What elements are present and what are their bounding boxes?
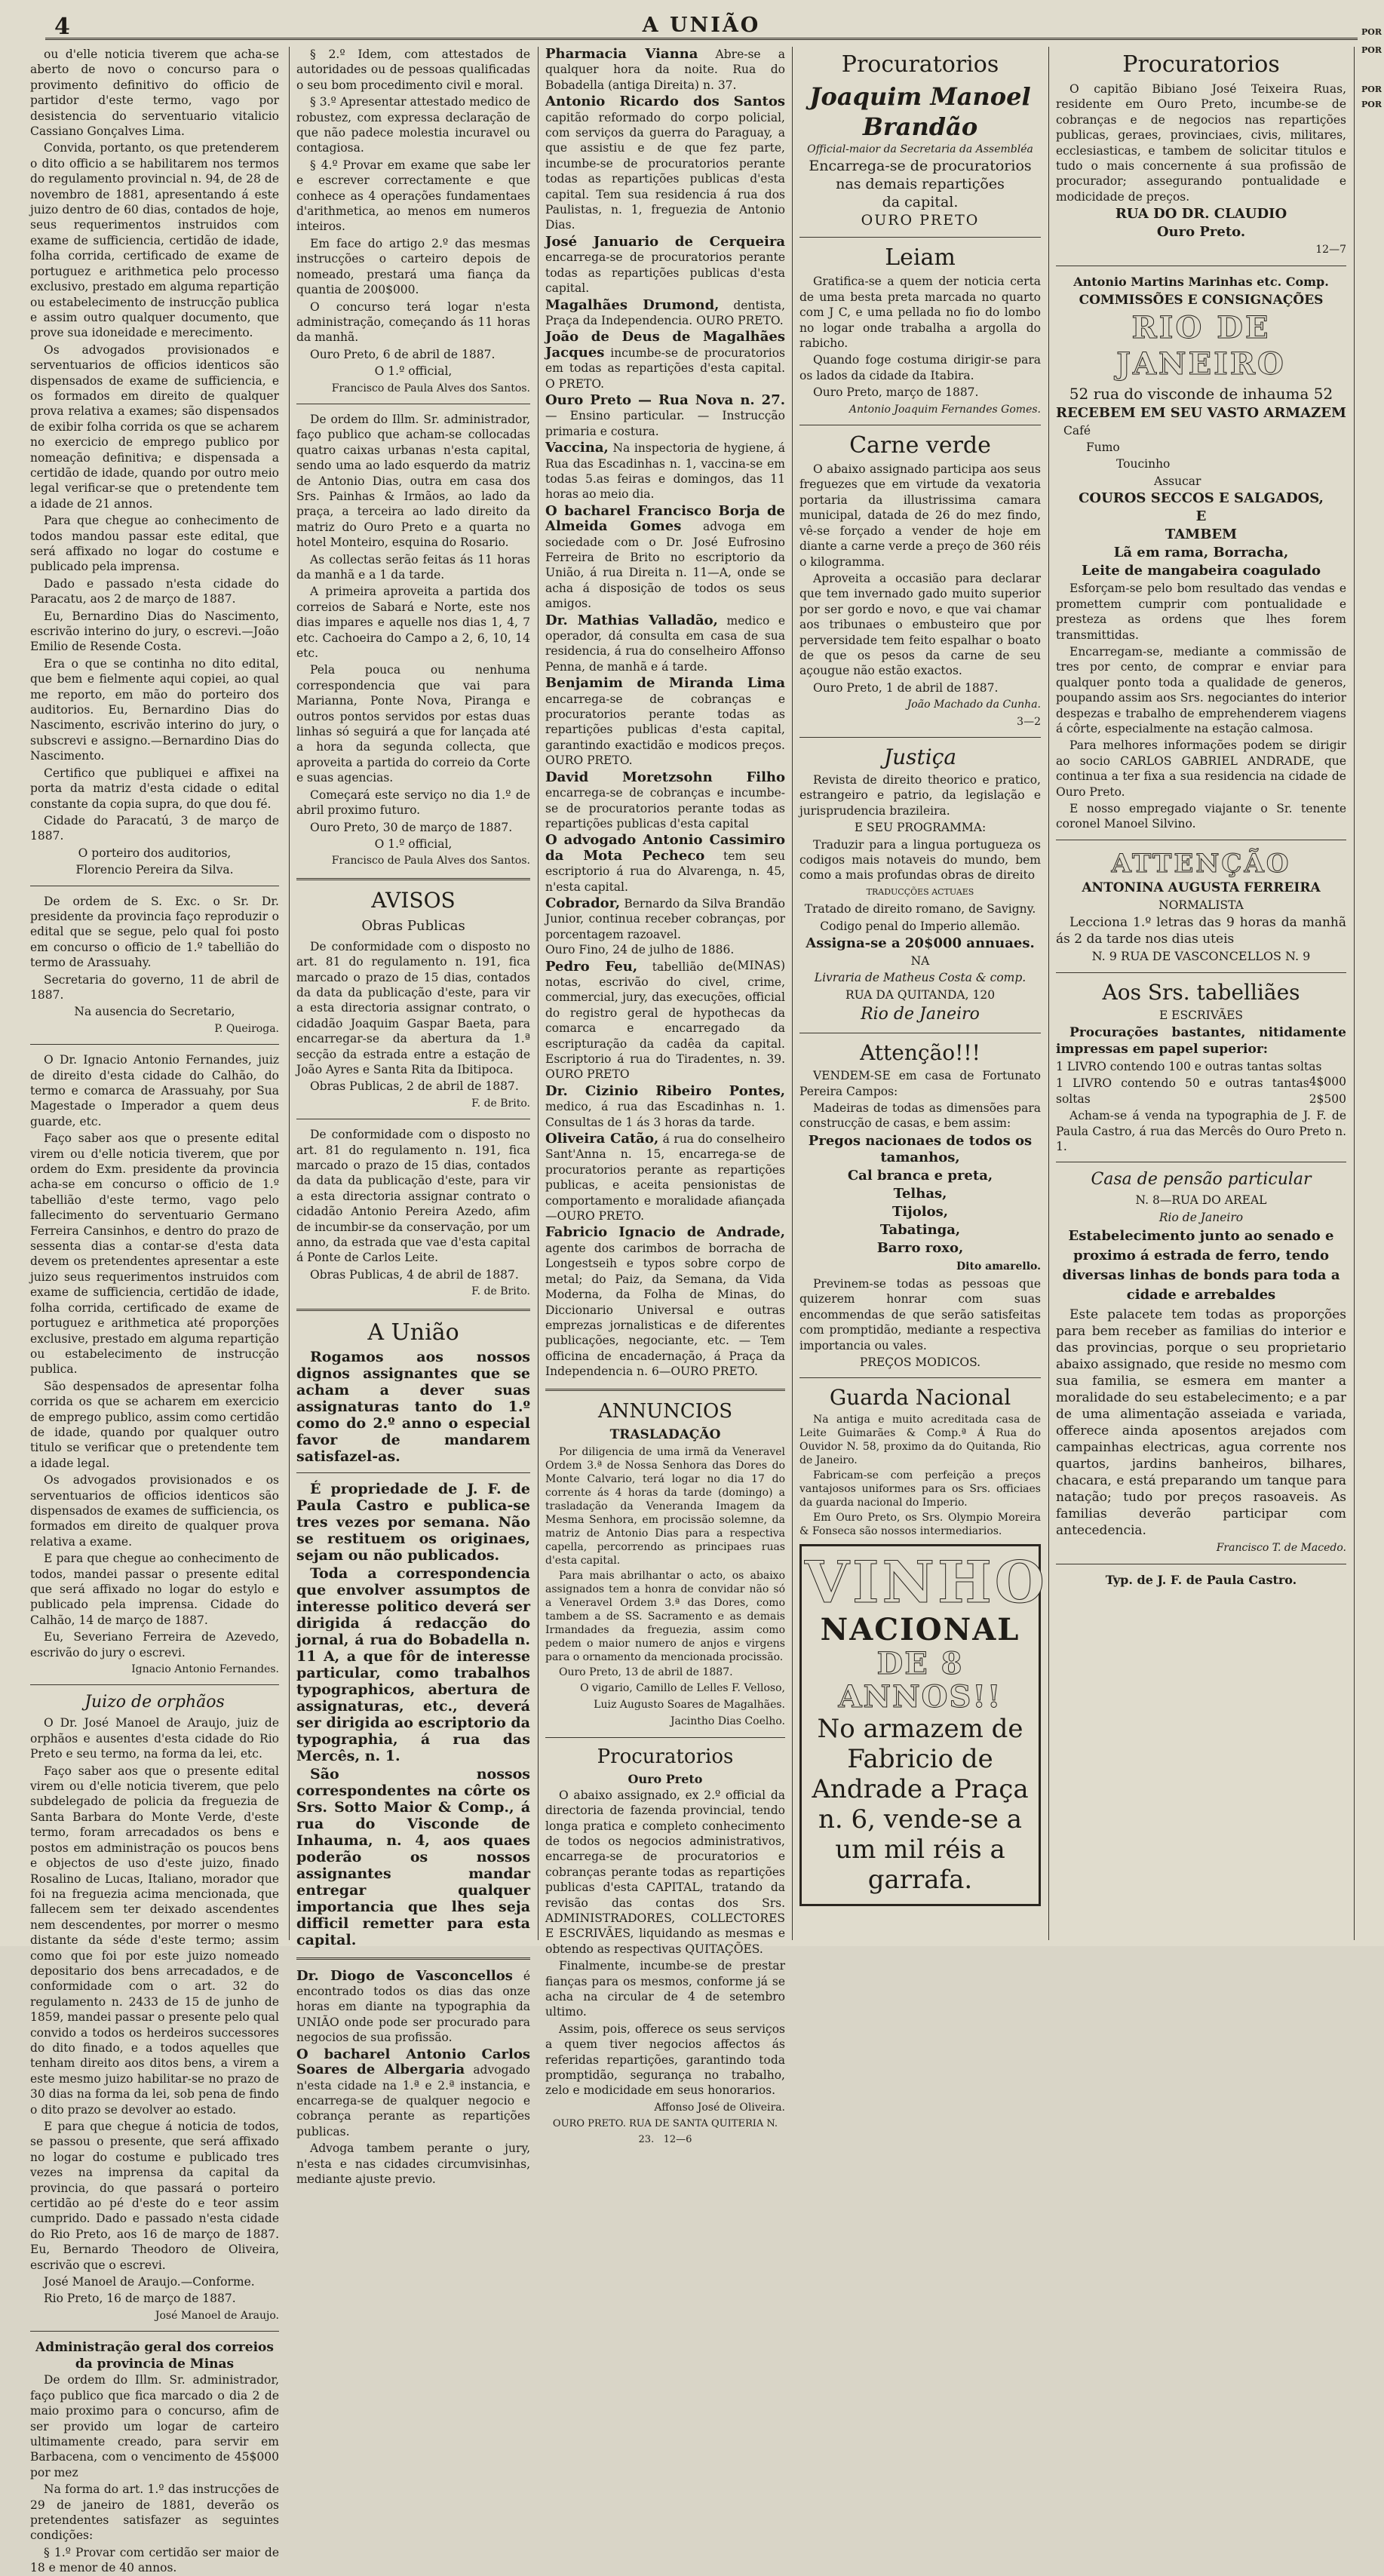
notice-paragraph: Na antiga e muito acreditada casa de Leite Guimarães & Comp.ª Á Rua do Ouvidor N. 58, proximo da do Quitanda, Rio de Janeiro.	[799, 1414, 1041, 1467]
classified-entry	[545, 1084, 785, 1130]
entry-name: Vaccina,	[545, 440, 609, 456]
section-heading: Attenção!!!	[860, 1040, 980, 1066]
city-name: RIO DE JANEIRO	[1116, 309, 1286, 382]
signature: Francisco de Paula Alves dos Santos.	[331, 855, 530, 867]
divider	[296, 878, 530, 880]
edital-paragraph: § 2.º Idem, com attestados de autoridades ou de pessoas qualificadas o seu bom procedimento civil e moral.	[296, 48, 530, 92]
column-rule	[1354, 47, 1355, 1940]
classified-entry	[545, 504, 785, 612]
signature-title: O 1.º official,	[374, 364, 453, 379]
divider	[799, 737, 1041, 738]
edge-text: POR	[1361, 27, 1382, 37]
entry-name: Oliveira Catão,	[545, 1131, 659, 1147]
classified-entry	[545, 833, 785, 895]
price-value: 2$500	[1309, 1091, 1346, 1106]
notice-line: Tratado de direito romano, de Savigny.	[804, 902, 1036, 916]
notice-paragraph: Lecciona 1.º letras das 9 horas da manhã ás 2 da tarde nos dias uteis	[1056, 915, 1346, 947]
edital-paragraph: Obras Publicas, 4 de abril de 1887.	[310, 1267, 519, 1282]
edge-text: POR	[1361, 100, 1382, 109]
edital-paragraph: Eu, Bernardino Dias do Nascimento, escrivão interino do jury, o escrevi.—João Emilio de Resende Costa.	[30, 609, 279, 654]
edital-paragraph: Ouro Preto, 30 de março de 1887.	[310, 820, 513, 834]
entry-name: Dr. Diogo de Vasconcellos	[296, 1967, 513, 1984]
edge-text: POR	[1361, 45, 1382, 55]
advertiser-name: Joaquim Manoel Brandão	[809, 82, 1031, 141]
notice-text: É propriedade de J. F. de Paula Castro e publica-se tres vezes por semana. Não se restituem os originaes, sejam ou não publicados.	[296, 1480, 530, 1564]
entry-name: O advogado Antonio Cassimiro da Mota Pecheco	[545, 832, 785, 864]
edital-paragraph: E para que chegue ao conhecimento de todos, mandei passar o presente edital que será affixado no logar do estylo e publicado pela imprensa. Cidade do Calhão, 14 de março de 1887.	[30, 1552, 279, 1627]
notice-line: RUA DO DR. CLAUDIO	[1115, 206, 1287, 223]
price-item: 1 LIVRO contendo 100 e outras tantas soltas	[1056, 1060, 1322, 1073]
notice-line: E SEU PROGRAMMA:	[854, 821, 987, 835]
divider	[545, 1389, 785, 1391]
column-rule	[538, 47, 539, 1940]
edital-paragraph: Secretaria do governo, 11 de abril de 1887.	[30, 972, 279, 1002]
edital-paragraph: O concurso terá logar n'esta administração, começando ás 11 horas da manhã.	[296, 299, 530, 345]
entry-text: medico, á rua das Escadinhas n. 1. Consultas de 1 ás 3 horas da tarde.	[545, 1100, 785, 1129]
section-heading: Carne verde	[849, 432, 991, 459]
section-heading: Juizo de orphãos	[84, 1693, 225, 1712]
product-line: Café	[1063, 423, 1091, 438]
section-heading: Leiam	[885, 244, 956, 272]
entry-name: Ouro Preto — Rua Nova n. 27.	[545, 391, 785, 408]
notice-line: RUA DA QUITANDA, 120	[845, 987, 996, 1002]
notice-paragraph: Por diligencia de uma irmã da Veneravel Ordem 3.ª de Nossa Senhora das Dores do Monte Calvario, terá logar no dia 17 do corrente ás 4 horas da tarde (domingo) a trasladação da Veneranda Imagem da Mesma Senhora, em procissão solemne, da matriz de Antonio Dias para a respectiva capella, percorrendo as principaes ruas d'esta capital.	[545, 1445, 785, 1567]
section-heading: A União	[367, 1319, 459, 1346]
price-value: 4$000	[1309, 1075, 1346, 1089]
edital-paragraph: Faço saber aos que o presente edital virem ou d'elle noticia tiverem, que por ordem do Exm. presidente da provincia acha-se em concurso o officio de 1.º tabellião d'este termo, vago pelo fallecimento do serventuario Germano Ferreira Cansinhos, e dentro do prazo de sessenta dias a contar-se d'esta data devem os pretendentes apresentar a este juizo seus requerimentos instruidos com exame de sufficiencia, certidão de idade, folha corrida, certificado de exame de portuguez e arithmetica até proporções exclusive, prestado em alguma repartição ou estabelecimento de instrucção publica.	[30, 1131, 279, 1377]
notice-text: Estabelecimento junto ao senado e proximo á estrada de ferro, tendo diversas linhas de bonds para toda a cidade e arrebaldes	[1062, 1228, 1340, 1303]
product-line: Cal branca e preta,	[847, 1167, 993, 1184]
entry-text: agente dos carimbos de borracha de Longestseih e typos sobre corpo de metal; do Paiz, da Semana, da Vida Moderna, da Folha de Minas, do Diccionario Universal e outras emprezas jornalisticas e de diferentes publicações, negociante, etc. — Tem officina de encadernação, á Praça da Independencia n. 6—OURO PRETO.	[545, 1241, 785, 1379]
edital-paragraph: Certifico que publiquei e affixei na porta da matriz d'esta cidade o edital constante da copia supra, do que dou fé.	[30, 766, 279, 811]
city-line: Rio de Janeiro	[1158, 1210, 1244, 1224]
address-line: N. 8—RUA DO AREAL	[1135, 1193, 1267, 1208]
address-line: N. 9 RUA DE VASCONCELLOS N. 9	[1091, 949, 1311, 964]
section-heading: ATTENÇÃO	[1111, 848, 1291, 879]
price-item: 1 LIVRO contendo 50 e outras tantas soltas	[1056, 1076, 1309, 1106]
column-rule	[1048, 47, 1049, 1940]
notice-line: PREÇOS MODICOS.	[859, 1355, 981, 1369]
entry-name: Fabricio Ignacio de Andrade,	[545, 1224, 785, 1241]
edital-paragraph: O Dr. José Manoel de Araujo, juiz de orphãos e ausentes d'esta cidade do Rio Preto e seu termo, na forma da lei, etc.	[30, 1716, 279, 1761]
page-number: 4	[54, 14, 70, 40]
entry-text: advogado n'esta cidade na 1.ª e 2.ª instancia, e encarrega-se de qualquer negocio e cobrança perante as repartições publicas.	[296, 2063, 530, 2138]
product-line: Barro roxo,	[876, 1239, 964, 1256]
notice-paragraph: Quando foge costuma dirigir-se para os lados da cidade da Itabira.	[799, 353, 1041, 382]
column-2	[296, 47, 530, 2186]
notice-text: São nossos correspondentes na côrte os Srs. Sotto Maior & Comp., á rua do Visconde de Inhauma, n. 4, aos quaes poderão os nossos assignantes mandar entregar qualquer importancia que lhes seja difficil remetter para esta capital.	[296, 1765, 530, 1948]
notice-paragraph: Fabricam-se com perfeição a preços vantajosos uniformes para os Srs. officiaes da guarda nacional do Imperio.	[799, 1469, 1041, 1509]
classified-entry	[545, 613, 785, 675]
notice-paragraph: VENDEM-SE em casa de Fortunato Pereira Campos:	[799, 1069, 1041, 1098]
notice-paragraph: Para melhores informações podem se dirigir ao socio CARLOS GABRIEL ANDRADE, que continua a ter fixa a sua residencia na cidade de Ouro Preto.	[1056, 738, 1346, 799]
notice-paragraph: O abaixo assignado participa aos seus freguezes que em virtude da vexatoria portaria da illustrissima camara municipal, datada de 26 do mez findo, vê-se forçado a vender de hoje em diante a carne verde a preço de 360 réis o kilogramma.	[799, 462, 1041, 569]
section-heading: ANNUNCIOS	[597, 1399, 733, 1423]
notice-paragraph: Previnem-se todas as pessoas que quizerem honrar com suas encommendas de que serão satisfeitas com promptidão, mediante a respectiva importancia ou vales.	[799, 1276, 1041, 1352]
signature: F. de Brito.	[471, 1097, 530, 1110]
product-line: Lã em rama, Borracha,	[1113, 545, 1289, 561]
notice-line: Ouro Preto.	[1156, 224, 1246, 241]
product-line: E	[1195, 508, 1207, 525]
divider	[799, 237, 1041, 238]
classified-entry	[296, 2047, 530, 2139]
signature: Francisco de Paula Alves dos Santos.	[331, 382, 530, 395]
entry-name: Magalhães Drumond,	[545, 296, 720, 313]
edital-paragraph: Rio Preto, 16 de março de 1887.	[44, 2292, 236, 2306]
column-rule	[289, 47, 290, 1940]
section-subheading: Ouro Preto	[628, 1771, 703, 1786]
notice-paragraph: O abaixo assignado, ex 2.º official da directoria de fazenda provincial, tendo longa pratica e completo conhecimento de todos os negocios administrativos, encarrega-se de procuratorios e cobranças perante todas as repartições publicas d'esta CAPITAL, tratando da revisão das contas dos Srs. ADMINISTRADORES, COLLECTORES E ESCRIVÃES, liquidando as mesmas e obtendo as respectivas QUITAÇÕES.	[545, 1788, 785, 1956]
notice-paragraph: Em Ouro Preto, os Srs. Olympio Moreira & Fonseca são nossos intermediarios.	[799, 1512, 1041, 1538]
divider	[799, 1377, 1041, 1378]
notice-paragraph: Este palacete tem todas as proporções para bem receber as familias do interior e das provincias, porque o seu proprietario abaixo assignado, que reside no mesmo com sua familia, se esmera em manter a moralidade do seu estabelecimento; e a par de uma alimentação asseiada e variada, offerece ainda aposentos arejados com campainhas electricas, agua corrente nos quartos, jardins banheiros, bilhares, chacara, e está preparando um tanque para natação; tudo por preços rasoaveis. As familias deverão participar com antecedencia.	[1056, 1307, 1346, 1539]
signature: Luiz Augusto Soares de Magalhães.	[594, 1698, 785, 1711]
entry-name: Pedro Feu,	[545, 958, 638, 975]
notice-line: NA	[910, 954, 930, 969]
divider	[30, 2331, 279, 2332]
signature: Antonio Joaquim Fernandes Gomes.	[849, 403, 1041, 416]
entry-text: dentista, Praça da Independencia. OURO PRETO.	[545, 298, 785, 327]
edital-paragraph: De conformidade com o disposto no art. 81 do regulamento n. 191, fica marcado o prazo de 15 dias, contados da data da publicação d'este, para vir a esta directoria assignar contrato o cidadão Antonio Pereira Azedo, afim de incumbir-se da conservação, por um anno, da estrada que vae d'esta capital á Ponte de Carlos Leite.	[296, 1128, 530, 1265]
notice-paragraph: Madeiras de todas as dimensões para construcção de casas, e bem assim:	[799, 1101, 1041, 1131]
printer-line: Typ. de J. F. de Paula Castro.	[1105, 1572, 1297, 1587]
entry-text: á rua do conselheiro Sant'Anna n. 15, encarrega-se de procuratorios perante as repartições publicas, e aceita pensionistas de comportamento e moralidade afiançada—OURO PRETO.	[545, 1132, 785, 1224]
edital-paragraph: Os advogados provisionados e serventuarios de officios identicos são dispensados de exame de sufficiencia, e os formados em direito de qualquer prova relativa a exames; são dispensados de exibir folha corrida os que se acharem no exercicio de emprego publico por nomeação definitiva; e dispensada a certidão de idade, quando por outro meio legal verificar-se que o pretendente tem a idade de 21 annos.	[30, 342, 279, 511]
signature: Francisco T. de Macedo.	[1216, 1542, 1346, 1555]
notice-paragraph: Assim, pois, offerece os seus serviços a quem tiver negocios affectos ás referidas repartições, garantindo toda promptidão, segurança no trabalho, zelo e modicidade em seus honorarios.	[545, 2022, 785, 2098]
signature: Ignacio Antonio Fernandes.	[131, 1663, 279, 1676]
product-line: TAMBEM	[1165, 527, 1238, 543]
advertiser-role: Official-maior da Secretaria da Assembléa	[807, 143, 1033, 155]
classified-entry	[545, 393, 785, 439]
column-3	[545, 46, 786, 2145]
edital-paragraph: § 1.º Provar com certidão ser maior de 18 e menor de 40 annos.	[30, 2545, 279, 2575]
edital-paragraph: Faço saber aos que o presente edital virem ou d'elle noticia tiverem, que pelo subdelegado de policia da freguezia de Santa Barbara do Monte Verde, d'este termo, foram arrecadados os bens e postos em administração os poucos bens e objectos de uso d'este juizo, finado Rosalino de Lucas, Italiano, morador que foi na freguezia acima mencionada, que fallecem sem ter deixado ascendentes nem descendentes, por morrer o mesmo distante da séde d'este termo; assim como que foi por este juizo nomeado depositario dos bens arrecadados, e de conformidade com o art. 32 do regulamento n. 2433 de 15 de junho de 1859, mandei passar o presente pelo qual convido a todos os herdeiros successores do dito finado, e a todos aquelles que tenham direito aos ditos bens, a virem a este mesmo juizo habilitar-se no prazo de 30 dias na forma da lei, sob pena de findo o dito prazo se devolver ao estado.	[30, 1764, 279, 2117]
edital-paragraph: De ordem do Illm. Sr. administrador, faço publico que fica marcado o dia 2 de maio proximo para o concurso, afim de ser provido um logar de carteiro ultimamente creado, para servir em Barbacena, com o vencimento de 45$000 por mez	[30, 2373, 279, 2479]
entry-name: O bacharel Antonio Carlos Soares de Albergaria	[296, 2046, 530, 2078]
entry-name: O bacharel Francisco Borja de Almeida Gomes	[545, 502, 785, 535]
edital-paragraph: Convida, portanto, os que pretenderem o dito officio a se habilitarem nos termos do regulamento provincial n. 94, de 28 de novembro de 1881, apresentando á este juizo dentro de 60 dias, contados de hoje, seus requerimentos instruidos com exame de sufficiencia, certidão de idade, folha corrida, certificado de exame de portuguez e arithmetica pelo processo exclusivo, prestado em alguma repartição ou estabelecimento de instrucção publica e assim outro qualquer documento, que prove sua idoneidade e merecimento.	[30, 141, 279, 340]
edital-paragraph: O Dr. Ignacio Antonio Fernandes, juiz de direito d'esta cidade do Calhão, do termo e comarca de Arassuahy, por Sua Magestade o Imperador a quem deus guarde, etc.	[30, 1053, 279, 1128]
ad-run-count: 3—2	[1017, 715, 1041, 728]
entry-text: encarrega-se de cobranças e procuratorios perante todas as repartições publicas d'esta capital, garantindo exactidão e modicos preços. OURO PRETO.	[545, 692, 785, 768]
edital-paragraph: José Manoel de Araujo.—Conforme.	[44, 2275, 255, 2289]
edital-paragraph: E para que chegue á noticia de todos, se passou o presente, que será affixado no logar do costume e publicado tres vezes na imprensa da capital da provincia, do que passará o porteiro certidão ao pé d'este do e teor assim cumprido. Dado e passado n'esta cidade do Rio Preto, aos 16 de março de 1887. Eu, Bernardo Theodoro de Oliveira, escrivão que o escrevi.	[30, 2120, 279, 2272]
divider	[30, 1044, 279, 1045]
product-line: Dito amarello.	[956, 1260, 1041, 1273]
edital-paragraph: Ouro Preto, 6 de abril de 1887.	[310, 347, 496, 361]
divider	[296, 1309, 530, 1311]
price-line	[1056, 1059, 1346, 1089]
notice-paragraph: Procurações bastantes, nitidamente impressas em papel superior:	[1056, 1025, 1346, 1057]
edital-paragraph: Começará este serviço no dia 1.º de abril proximo futuro.	[296, 788, 530, 818]
classified-entry	[545, 235, 785, 296]
classified-entry	[545, 330, 785, 391]
notice-line: Assigna-se a 20$000 annuaes.	[806, 935, 1035, 952]
notice-paragraph: O capitão Bibiano José Teixeira Ruas, residente em Ouro Preto, incumbe-se de cobranças e de negocios nas repartições publicas, geraes, provinciaes, civis, militares, ecclesiasticas, e tambem de solicitar titulos e tudo o mais concernente á sua profissão de procurador; assegurando pontualidade e modicidade de preços.	[1056, 82, 1346, 204]
notice-line: Livraria de Matheus Costa & comp.	[814, 971, 1026, 985]
vinho-subtitle: NACIONAL	[820, 1612, 1020, 1648]
section-heading: Administração geral dos correios da provincia de Minas	[35, 2340, 274, 2372]
entry-text: é encontrado todos os dias das onze horas em diante na typographia da UNIÃO onde pode ser procurado para negocios de sua profissão.	[296, 1969, 530, 2045]
divider	[296, 1472, 530, 1473]
edital-paragraph: De ordem de S. Exc. o Sr. Dr. presidente da provincia faço reproduzir o edital que se segue, pelo qual foi posto em concurso o officio de 1.º tabellião do termo de Arassuahy.	[30, 894, 279, 970]
column-rule	[792, 47, 793, 1940]
edital-paragraph: Em face do artigo 2.º das mesmas instrucções o carteiro depois de nomeado, prestará uma fiança da quantia de 200$000.	[296, 236, 530, 297]
column-5	[1056, 47, 1346, 1933]
entry-text: medico e operador, dá consulta em casa de sua residencia, á rua do conselheiro Affonso Penna, de manhã e á tarde.	[545, 613, 785, 674]
divider	[296, 1957, 530, 1960]
entry-name: David Moretzsohn Filho	[545, 769, 785, 785]
entry-name: Benjamim de Miranda Lima	[545, 675, 785, 692]
edital-paragraph: Dado e passado n'esta cidade do Paracatu, aos 2 de março de 1887.	[30, 576, 279, 606]
notice-line: COMMISSÕES E CONSIGNAÇÕES	[1079, 292, 1324, 308]
classified-entry	[545, 94, 785, 233]
entry-name: Dr. Mathias Valladão,	[545, 612, 718, 628]
edital-paragraph: Cidade do Paracatú, 3 de março de 1887.	[30, 813, 279, 843]
product-line: Telhas,	[893, 1185, 947, 1202]
entry-text: Abre-se a qualquer hora da noite. Rua do Bobadella (antiga Direita) n. 37.	[545, 48, 785, 92]
notice-paragraph: Gratifica-se a quem der noticia certa de uma besta preta marcada no quarto com J C, e uma pellada no fio do lombo no logar onde trabalha a argolla do rabicho.	[799, 275, 1041, 351]
ad-run-count: 12—6	[663, 2133, 692, 2145]
section-heading: Casa de pensão particular	[1091, 1170, 1312, 1190]
section-subheading: TRASLADAÇÃO	[609, 1426, 721, 1442]
address-line: 52 rua do visconde de inhauma 52	[1069, 384, 1333, 403]
entry-name: Pharmacia Vianna	[545, 46, 698, 62]
signature: Affonso José de Oliveira.	[654, 2101, 785, 2114]
notice-line: E ESCRIVÃES	[1158, 1008, 1244, 1022]
entry-text: advoga em sociedade com o Dr. José Eufrosino Ferreira de Brito no escriptorio da União, á rua Direita n. 11—A, onde se acha á disposição de todos os seus amigos.	[545, 520, 785, 611]
notice-paragraph: Ouro Preto, março de 1887.	[813, 385, 979, 400]
signature-title: Na ausencia do Secretario,	[74, 1005, 235, 1019]
product-line: Pregos nacionaes de todos os tamanhos,	[808, 1132, 1033, 1165]
edital-paragraph: ou d'elle noticia tiverem que acha-se aberto de novo o concurso para o provimento definitivo do officio de partidor d'este termo, vago por desistencia do serventuario vitalicio Cassiano Gonçalves Lima.	[30, 48, 279, 139]
edital-paragraph: § 4.º Provar em exame que sabe ler e escrever correctamente e que conhece as 4 operações fundamentaes d'arithmetica, ao menos em numeros inteiros.	[296, 158, 530, 234]
section-subheading: Obras Publicas	[361, 917, 465, 934]
notice-paragraph: Ouro Preto, 1 de abril de 1887.	[813, 680, 999, 695]
address-text: OURO PRETO. RUA DE SANTA QUITERIA N. 23.	[552, 2118, 778, 2145]
notice-line: ANTONINA AUGUSTA FERREIRA	[1082, 880, 1321, 895]
notice-paragraph: Ouro Preto, 13 de abril de 1887.	[559, 1666, 733, 1678]
entry-text: incumbe-se de procuratorios em todas as repartições d'esta capital. O PRETO.	[545, 345, 785, 391]
classified-entry	[545, 1225, 785, 1379]
vinho-ad	[799, 1544, 1048, 1906]
vinho-title: VINHO	[805, 1549, 1048, 1617]
signature: F. de Brito.	[471, 1285, 530, 1298]
edge-text: POR	[1361, 84, 1382, 94]
entry-name: Antonio Ricardo dos Santos	[545, 94, 785, 110]
product-line: Leite de mangabeira coagulado	[1081, 563, 1321, 579]
classified-entry	[545, 441, 785, 502]
edital-paragraph: Pela pouca ou nenhuma correspondencia que vai para Marianna, Ponte Nova, Piranga e outros pontos servidos por estas duas linhas só seguirá a que for lançada até a hora da segunda collecta, que aproveita a partida do correio da Corte e suas agencias.	[296, 663, 530, 785]
signature: Florencio Pereira da Silva.	[75, 863, 234, 877]
product-line: Fumo	[1086, 441, 1120, 455]
ad-line: nas demais repartições	[836, 176, 1005, 193]
edital-paragraph: De conformidade com o disposto no art. 81 do regulamento n. 191, fica marcado o prazo de 15 dias, contados da data da publicação d'este, para vir a esta directoria assignar contrato, o cidadão Joaquim Gaspar Baeta, para encarregar-se da abertura da 1.ª secção da estrada entre a estação de João Ayres e Santa Rita da Ibitipoca.	[296, 939, 530, 1076]
edital-paragraph: A primeira aproveita a partida dos correios de Sabará e Norte, este nos dias impares e aquelle nos dias 1, 4, 7 etc. Cachoeira do Campo a 2, 6, 10, 14 etc.	[296, 585, 530, 661]
edital-paragraph: Na forma do art. 1.º das instrucções de 29 de janeiro de 1881, deverão os pretendentes satisfazer as seguintes condições:	[30, 2482, 279, 2543]
section-heading: Procuratorios	[597, 1745, 734, 1768]
notice-line: RECEBEM EM SEU VASTO ARMAZEM	[1056, 404, 1346, 421]
notice-paragraph: Para mais abrilhantar o acto, os abaixo assignados tem a honra de convidar não só a Veneravel Ordem 3.ª das Dores, como tambem a de SS. Sacramento e as demais Irmandades da freguezia, assim como pedem o maior numero de anjos e virgens para o ornamento da mencionada procissão.	[545, 1569, 785, 1663]
ad-line: Encarrega-se de procuratorios	[809, 158, 1032, 175]
entry-text: encarrega-se de procuratorios perante todas as repartições publicas d'esta capital.	[545, 250, 785, 296]
section-heading: Aos Srs. tabelliães	[1102, 979, 1300, 1005]
entry-text: Ouro Fino, 24 de julho de 1886.	[545, 943, 735, 957]
divider	[30, 1684, 279, 1685]
section-heading: Guarda Nacional	[829, 1385, 1011, 1411]
classified-entry	[296, 1969, 530, 2046]
divider	[1056, 972, 1346, 973]
notice-text: Rogamos aos nossos dignos assignantes que se acham a dever suas assignaturas tanto do 1.º como do 2.º anno o especial favor de mandarem satisfazel-as.	[296, 1348, 530, 1465]
ad-line: da capital.	[882, 194, 959, 211]
edital-paragraph: Advoga tambem perante o jury, n'esta e nas cidades circumvisinhas, mediante ajuste previo.	[296, 2142, 530, 2186]
product-line: Tijolos,	[892, 1203, 948, 1220]
product-line: Tabatinga,	[879, 1221, 961, 1238]
ad-run-count: 12—7	[1315, 244, 1346, 256]
signature: P. Queiroga.	[214, 1022, 279, 1035]
section-heading: Procuratorios	[1122, 51, 1280, 78]
entry-text: — Ensino particular. — Instrucção primaria e costura.	[545, 409, 785, 438]
notice-line: NORMALISTA	[1158, 898, 1244, 912]
notice-paragraph: Esforçam-se pelo bom resultado das vendas e promettem cumprir com pontualidade e presteza as ordens que lhes forem transmittidas.	[1056, 582, 1346, 642]
edital-paragraph: § 3.º Apresentar attestado medico de robustez, com expressa declaração de que não padece molestia incuravel ou contagiosa.	[296, 95, 530, 155]
column-4	[799, 47, 1048, 1933]
classified-entry	[545, 1131, 785, 1224]
edital-paragraph: São despensados de apresentar folha corrida os que se acharem em exercicio de emprego publico, assim como certidão de idade, quando por qualquer outro titulo se verificar que o pretendente tem a idade legal.	[30, 1379, 279, 1470]
entry-name: Cobrador,	[545, 895, 621, 911]
section-heading: Justiça	[883, 744, 957, 769]
edital-paragraph: Eu, Severiano Ferreira de Azevedo, escrivão do jury o escrevi.	[30, 1630, 279, 1660]
divider	[545, 1737, 785, 1738]
notice-paragraph: Revista de direito theorico e pratico, estrangeiro e patrio, da legislação e jurisprudencia brazileira.	[799, 772, 1041, 818]
notice-paragraph: Traduzir para a lingua portugueza os codigos mais notaveis do mundo, bem como a mais profundas obras de direito	[799, 837, 1041, 883]
edital-paragraph: Obras Publicas, 2 de abril de 1887.	[310, 1079, 519, 1094]
vinho-text: No armazem de Fabricio de Andrade a Praça n. 6, vende-se a um mil réis a garrafa.	[812, 1714, 1029, 1896]
classified-entry	[545, 298, 785, 329]
notice-paragraph: Encarregam-se, mediante a commissão de tres por cento, de comprar e enviar para qualquer ponto toda a qualidade de generos, poupando assim aos Srs. negociantes do interior despezas e trabalho de emprehenderem viagens á côrte, especialmente na estação calmosa.	[1056, 644, 1346, 735]
edital-paragraph: Era o que se continha no dito edital, que bem e fielmente aqui copiei, ao qual me reporto, em mão do porteiro dos auditorios. Eu, Bernardino Dias do Nascimento, escrivão interino do jury, o subscrevi e assigno.—Bernardino Dias do Nascimento.	[30, 656, 279, 763]
entry-name: José Januario de Cerqueira	[545, 233, 785, 250]
product-line: Toucinho	[1116, 457, 1171, 471]
entry-text: capitão reformado do corpo policial, com serviços da guerra do Paraguay, a que assistiu e de que fez parte, incumbe-se de procuratorios perante todas as repartições publicas d'esta capital. Tem sua residencia á rua dos Paulistas, n. 1, freguezia de Antonio Dias.	[545, 110, 785, 232]
vinho-age: DE 8 ANNOS!!	[838, 1646, 1002, 1715]
signature: João Machado da Cunha.	[907, 698, 1041, 711]
classified-entry	[545, 47, 785, 93]
masthead	[45, 14, 1358, 40]
section-heading: Procuratorios	[841, 51, 999, 78]
notice-paragraph: Aproveita a occasião para declarar que tem invernado gado muito superior por ser gordo e novo, e que vai chamar aos tribunaes o embusteiro que por perversidade tem feito espalhar o boato de que os pesos da carne de seu açougue não estão exactos.	[799, 571, 1041, 678]
product-line: Assucar	[1154, 474, 1201, 488]
notice-paragraph: E nosso empregado viajante o Sr. tenente coronel Manoel Silvino.	[1056, 801, 1346, 831]
entry-text: tem seu escriptorio á rua do Alvarenga, n. 45, n'esta capital.	[545, 849, 785, 894]
address-line	[545, 2117, 785, 2148]
entry-text: Na inspectoria de hygiene, á Rua das Escadinhas n. 1, vaccina-se em todas 5.as feiras e domingos, das 11 horas ao meio dia.	[545, 441, 786, 502]
newspaper-title: A UNIÃO	[642, 14, 761, 37]
notice-line: Rio de Janeiro	[861, 1005, 980, 1024]
edital-paragraph: As collectas serão feitas ás 11 horas da manhã e a 1 da tarde.	[296, 552, 530, 582]
entry-text: Bernardo da Silva Brandão Junior, continua receber cobranças, por porcentagem razoavel.	[545, 896, 785, 941]
ad-line: OURO PRETO	[861, 212, 980, 229]
firm-name: Antonio Martins Marinhas etc. Comp.	[1073, 274, 1329, 289]
entry-name: Dr. Cizinio Ribeiro Pontes,	[545, 1082, 785, 1099]
classified-entry	[545, 676, 785, 768]
classified-entry	[545, 959, 785, 1082]
section-heading: AVISOS	[371, 887, 456, 913]
classified-entry	[545, 770, 785, 832]
signature-title: O 1.º official,	[374, 837, 453, 851]
edital-paragraph: Para que chegue ao conhecimento de todos mandou passar este edital, que será affixado no logar do costume e publicado pela imprensa.	[30, 514, 279, 574]
price-line	[1056, 1076, 1346, 1107]
notice-paragraph: Finalmente, incumbe-se de prestar fianças para os mesmos, conforme já se acha na circular de 4 de setembro ultimo.	[545, 1959, 785, 2019]
entry-text: encarrega-se de cobranças e incumbe-se de procuratorios perante todas as repartições publicas d'esta capital	[545, 786, 785, 831]
signature-title: O porteiro dos auditorios,	[78, 846, 232, 860]
notice-text: Toda a correspondencia que envolver assumptos de interesse politico deverá ser dirigida á redacção do jornal, á rua do Bobadella n. 11 A, a que fôr de interesse particular, como trabalhos typographicos, abertura de assignaturas, etc., deverá ser dirigida ao escriptorio da typographia, á rua das Mercês, n. 1.	[296, 1564, 530, 1764]
edital-paragraph: De ordem do Illm. Sr. administrador, faço publico que acham-se collocadas quatro caixas urbanas n'esta capital, sendo uma ao lado esquerdo da matriz de Antonio Dias, outra em casa dos Srs. Painhas & Irmãos, ao lado da praça, a terceira ao lado direito da matriz do Ouro Preto e a quarta no hotel Monteiro, esquina do Rosario.	[296, 412, 530, 550]
entry-name: João de Deus de Magalhães Jacques	[545, 329, 785, 361]
entry-text: (MINAS)	[732, 958, 785, 972]
product-line: COUROS SECCOS E SALGADOS,	[1079, 490, 1324, 507]
notice-line: TRADUCÇÕES ACTUAES	[866, 886, 974, 897]
notice-paragraph: Acham-se á venda na typographia de J. F. de Paula Castro, á rua das Mercês do Ouro Preto n. 1.	[1056, 1109, 1346, 1154]
notice-line: Codigo penal do Imperio allemão.	[820, 919, 1020, 933]
signature: Jacintho Dias Coelho.	[670, 1715, 785, 1728]
entry-text: tabellião de notas, escrivão do civel, crime, commercial, jury, das execuções, official do registro geral de hypothecas da comarca e encarregado da escripturação da cadêa da capital. Escriptorio á rua do Tiradentes, n. 39. OURO PRETO	[545, 959, 785, 1082]
signature: José Manoel de Araujo.	[155, 2309, 279, 2322]
edital-paragraph: Os advogados provisionados e os serventuarios de officios identicos são dispensados de exames de sufficiencia, os formados em direito de qualquer prova relativa a exame.	[30, 1473, 279, 1549]
signature: O vigario, Camillo de Lelles F. Velloso,	[580, 1681, 785, 1694]
column-1	[30, 47, 279, 2575]
